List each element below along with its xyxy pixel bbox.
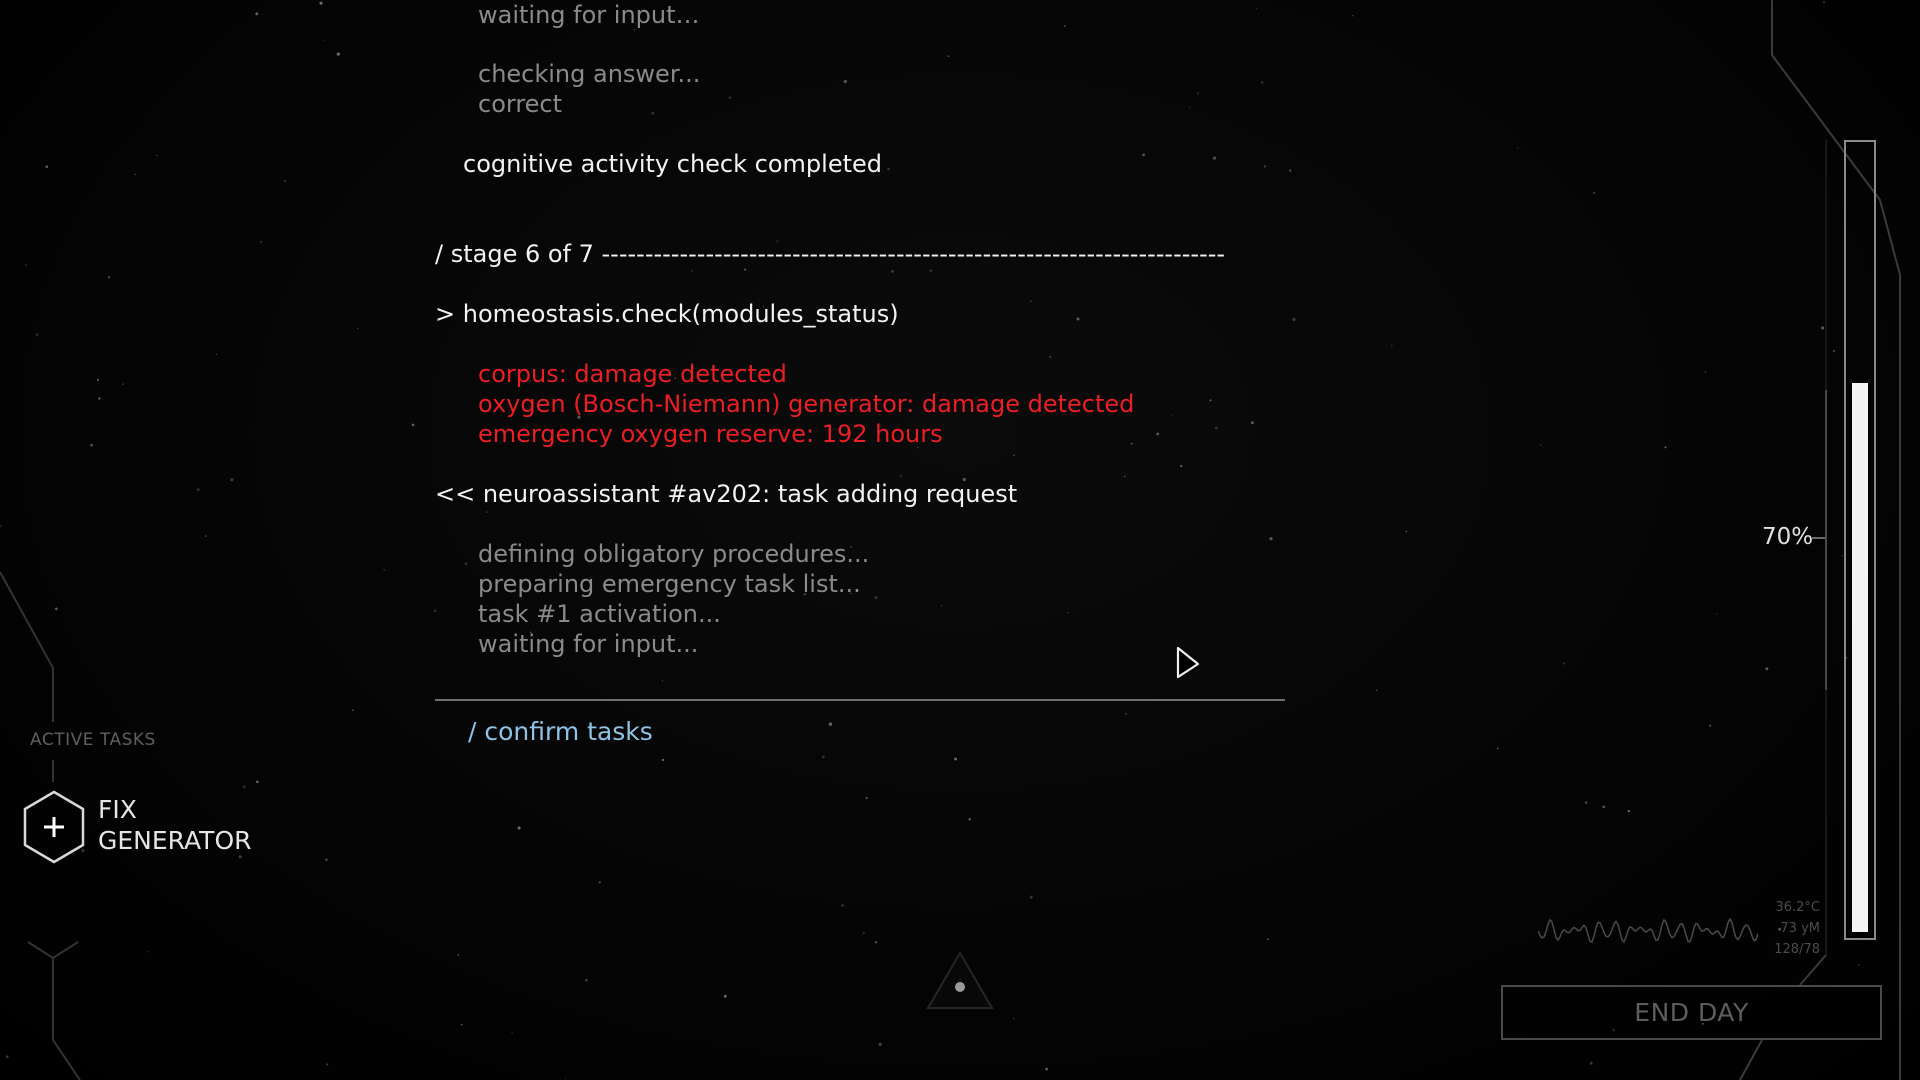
terminal-line: / stage 6 of 7 ------------------------------------------------------------------------ [435, 240, 1226, 268]
vital-temperature: 36.2°C [1775, 900, 1820, 915]
terminal-line: cognitive activity check completed [463, 150, 882, 178]
vital-heart-rate: 73 уМ [1780, 921, 1820, 936]
terminal-line: task #1 activation... [478, 600, 721, 628]
terminal-line: preparing emergency task list... [478, 570, 861, 598]
terminal-line: oxygen (Bosch-Niemann) generator: damage detected [478, 390, 1135, 418]
terminal-line: checking answer... [478, 60, 701, 88]
terminal-line: correct [478, 90, 563, 118]
task-title-line-2: GENERATOR [98, 826, 252, 855]
task-title-line-1: FIX [98, 795, 137, 824]
terminal-divider [435, 699, 1285, 701]
terminal-line: defining obligatory procedures... [478, 540, 870, 568]
terminal-line: emergency oxygen reserve: 192 hours [478, 420, 943, 448]
progress-label: 70% [1762, 524, 1814, 550]
terminal-line: > homeostasis.check(modules_status) [435, 300, 899, 328]
task-fix-generator[interactable] [22, 790, 282, 866]
vitals-waveform [1538, 905, 1758, 955]
terminal-line: waiting for input... [478, 630, 699, 658]
hexagon-plus-icon [22, 790, 86, 864]
triangle-dot-icon[interactable] [925, 950, 995, 1012]
vital-pressure: 128/78 [1774, 942, 1820, 957]
terminal-line: corpus: damage detected [478, 360, 787, 388]
terminal-line: << neuroassistant #av202: task adding request [435, 480, 1018, 508]
cursor-arrow-icon [1175, 646, 1201, 680]
active-tasks-heading: ACTIVE TASKS [30, 730, 156, 750]
terminal-log [0, 0, 1300, 760]
progress-fill [1852, 383, 1868, 932]
progress-meter [1844, 140, 1876, 940]
terminal-line: waiting for input… [478, 1, 700, 29]
confirm-tasks-link[interactable]: / confirm tasks [468, 717, 653, 746]
end-day-button[interactable]: END DAY [1501, 985, 1882, 1040]
task-title [98, 794, 252, 856]
